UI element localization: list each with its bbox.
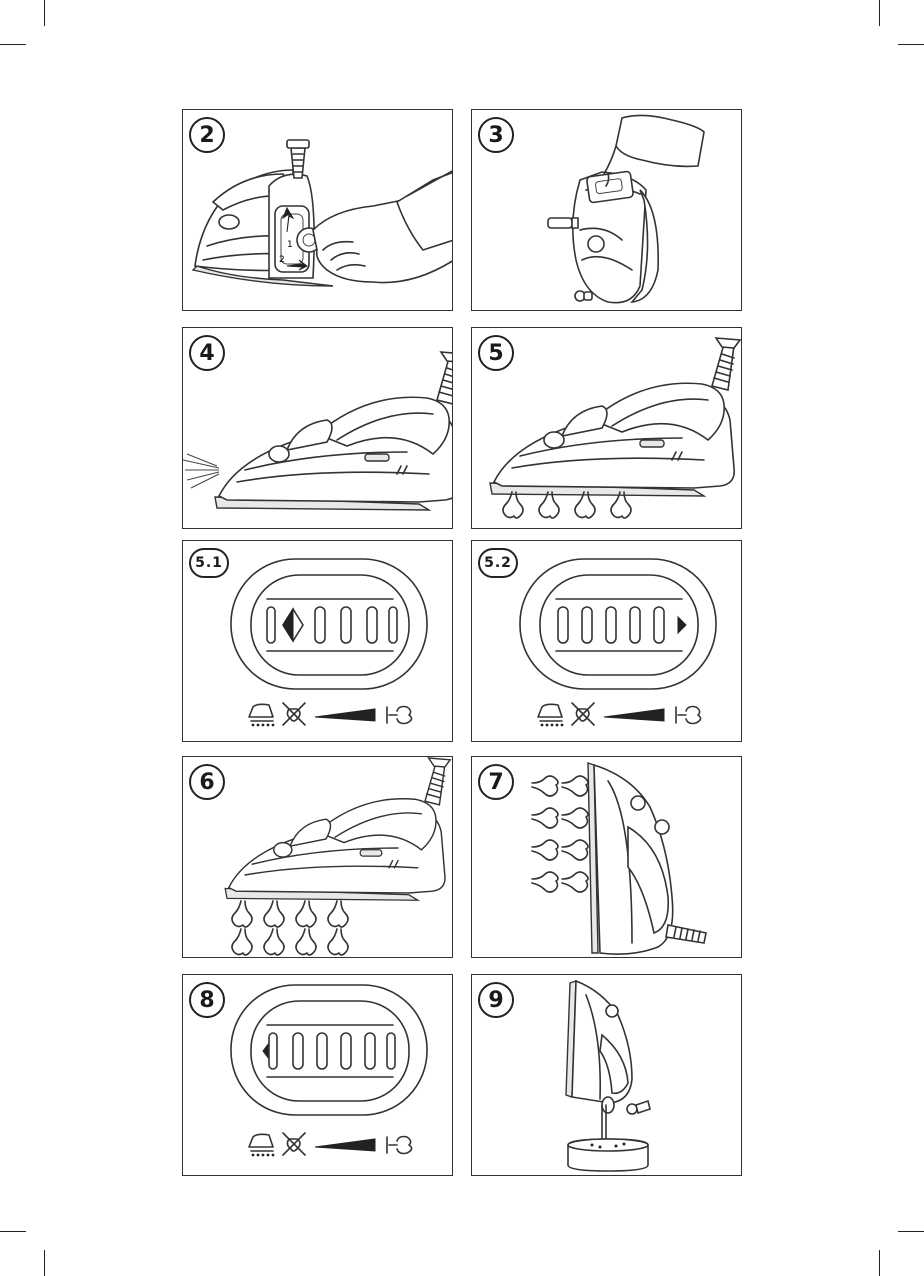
panel-step-7 bbox=[471, 756, 742, 958]
step-label: 5.1 bbox=[195, 555, 223, 571]
callout-2: 2 bbox=[279, 255, 285, 265]
step-label: 2 bbox=[199, 122, 215, 148]
crop-mark bbox=[0, 44, 26, 45]
crop-mark bbox=[44, 0, 45, 26]
step-number-4 bbox=[189, 335, 225, 371]
callout-1: 1 bbox=[287, 240, 293, 250]
crop-mark bbox=[898, 44, 924, 45]
step-label: 3 bbox=[488, 122, 504, 148]
panel-step-9 bbox=[471, 974, 742, 1176]
panel-step-4 bbox=[182, 327, 453, 529]
step-number-5-2 bbox=[478, 548, 518, 578]
crop-mark bbox=[898, 1231, 924, 1232]
panel-step-3 bbox=[471, 109, 742, 311]
step-number-2 bbox=[189, 117, 225, 153]
step-label: 4 bbox=[199, 340, 215, 366]
step-label: 5 bbox=[488, 340, 504, 366]
step-label: 6 bbox=[199, 769, 215, 795]
step-label: 7 bbox=[488, 769, 504, 795]
panel-step-2 bbox=[182, 109, 453, 311]
crop-mark bbox=[44, 1250, 45, 1276]
crop-mark bbox=[879, 1250, 880, 1276]
step-label: 9 bbox=[488, 987, 504, 1013]
step-number-6 bbox=[189, 764, 225, 800]
panel-step-5-1 bbox=[182, 540, 453, 742]
step-number-9 bbox=[478, 982, 514, 1018]
crop-mark bbox=[0, 1231, 26, 1232]
step-number-7 bbox=[478, 764, 514, 800]
step-number-3 bbox=[478, 117, 514, 153]
crop-mark bbox=[879, 0, 880, 26]
panel-step-6 bbox=[182, 756, 453, 958]
panel-step-5 bbox=[471, 327, 742, 529]
step-number-8 bbox=[189, 982, 225, 1018]
step-label: 5.2 bbox=[484, 555, 512, 571]
panel-step-5-2 bbox=[471, 540, 742, 742]
step-number-5 bbox=[478, 335, 514, 371]
step-number-5-1 bbox=[189, 548, 229, 578]
panel-step-8 bbox=[182, 974, 453, 1176]
step-label: 8 bbox=[199, 987, 215, 1013]
